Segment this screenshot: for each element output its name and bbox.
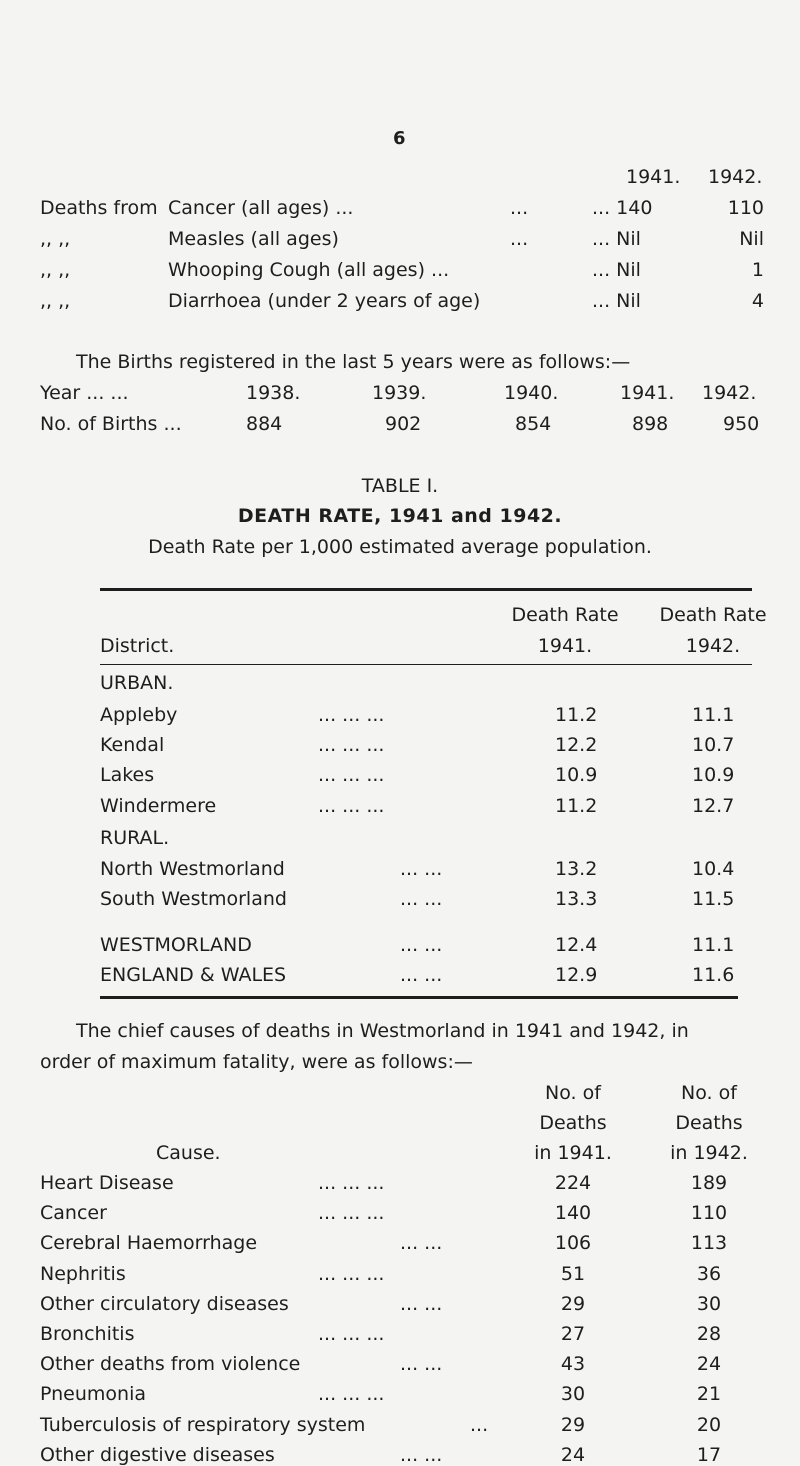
section-heading-urban: URBAN. — [100, 672, 174, 694]
year-1941: 1941. — [620, 382, 675, 404]
row-value-1942: 110 — [727, 197, 764, 219]
column-header-1942-line1: Death Rate — [659, 604, 767, 626]
district-name: WESTMORLAND — [100, 934, 252, 956]
deaths-1942: 30 — [696, 1293, 722, 1315]
deaths-1942: 17 — [696, 1444, 722, 1466]
district-name: Kendal — [100, 734, 165, 756]
row-label: Cancer (all ages) ... — [168, 197, 354, 219]
leader-dots: ... ... ... — [318, 795, 385, 817]
row-label: Measles (all ages) — [168, 228, 339, 250]
column-header-1941-line2: Deaths — [539, 1112, 607, 1134]
rate-1942: 11.6 — [692, 964, 735, 986]
district-name: North Westmorland — [100, 858, 285, 880]
table-caption: Death Rate per 1,000 estimated average population. — [148, 536, 652, 558]
births-1942: 950 — [723, 413, 760, 435]
leader-dots: ... ... — [400, 888, 443, 910]
deaths-1941: 140 — [554, 1202, 592, 1224]
rate-1941: 11.2 — [555, 704, 598, 726]
deaths-1941: 30 — [560, 1383, 586, 1405]
column-header-1941-line2: 1941. — [537, 635, 593, 657]
leader-dots: ... ... — [400, 1232, 443, 1254]
row-dots: ... — [510, 228, 529, 250]
row-value-1941: ... Nil — [592, 259, 641, 281]
row-value-1942: Nil — [739, 228, 764, 250]
leader-dots: ... ... ... — [318, 1323, 385, 1345]
column-header-1942-line2: Deaths — [675, 1112, 743, 1134]
district-name: South Westmorland — [100, 888, 287, 910]
deaths-1941: 24 — [560, 1444, 586, 1466]
deaths-1941: 29 — [560, 1293, 586, 1315]
column-header-district: District. — [100, 635, 175, 657]
cause-name: Tuberculosis of respiratory system — [40, 1414, 366, 1436]
year-1939: 1939. — [372, 382, 427, 404]
leader-dots: ... ... ... — [318, 1263, 385, 1285]
year-1940: 1940. — [504, 382, 559, 404]
row-value-1942: 1 — [751, 259, 764, 281]
births-count-label: No. of Births ... — [40, 413, 182, 435]
page-number: 6 — [393, 128, 406, 149]
rate-1942: 10.7 — [692, 734, 735, 756]
row-prefix: ,, ,, — [40, 290, 71, 312]
rate-1941: 12.2 — [555, 734, 598, 756]
rate-1941: 12.4 — [555, 934, 598, 956]
leader-dots: ... ... ... — [318, 1172, 385, 1194]
row-value-1941: ... Nil — [592, 228, 641, 250]
leader-dots: ... ... ... — [318, 764, 385, 786]
row-value-1941: ... Nil — [592, 290, 641, 312]
row-prefix: Deaths from — [40, 197, 158, 219]
year-1942: 1942. — [702, 382, 757, 404]
rate-1942: 12.7 — [692, 795, 735, 817]
leader-dots: ... ... — [400, 964, 443, 986]
deaths-1942: 28 — [696, 1323, 722, 1345]
leader-dots: ... ... ... — [318, 1202, 385, 1224]
cause-name: Heart Disease — [40, 1172, 174, 1194]
table-top-rule — [100, 588, 752, 591]
deaths-1941: 27 — [560, 1323, 586, 1345]
leader-dots: ... ... ... — [318, 704, 385, 726]
column-header-1941-line1: No. of — [545, 1082, 601, 1104]
cause-name: Cancer — [40, 1202, 107, 1224]
leader-dots: ... ... ... — [318, 734, 385, 756]
rate-1942: 10.9 — [692, 764, 735, 786]
table-bottom-rule — [100, 996, 738, 999]
deaths-1941: 43 — [560, 1353, 586, 1375]
column-header-1942-line3: in 1942. — [670, 1142, 748, 1164]
leader-dots: ... ... — [400, 934, 443, 956]
cause-name: Cerebral Haemorrhage — [40, 1232, 258, 1254]
cause-name: Nephritis — [40, 1263, 126, 1285]
births-1939: 902 — [385, 413, 422, 435]
cause-name: Pneumonia — [40, 1383, 146, 1405]
births-intro: The Births registered in the last 5 years were as follows:— — [76, 351, 631, 373]
column-header-1942: 1942. — [708, 166, 763, 188]
rate-1942: 11.1 — [692, 704, 735, 726]
deaths-1942: 110 — [690, 1202, 728, 1224]
births-1940: 854 — [515, 413, 552, 435]
row-dots: ... — [510, 197, 529, 219]
rate-1941: 13.3 — [555, 888, 598, 910]
column-header-1942-line1: No. of — [681, 1082, 737, 1104]
district-name: Lakes — [100, 764, 155, 786]
deaths-1942: 36 — [696, 1263, 722, 1285]
cause-name: Other digestive diseases — [40, 1444, 275, 1466]
rate-1941: 11.2 — [555, 795, 598, 817]
leader-dots: ... — [470, 1414, 489, 1436]
column-header-1942-line2: 1942. — [685, 635, 741, 657]
row-value-1941: ... 140 — [592, 197, 653, 219]
deaths-1942: 24 — [696, 1353, 722, 1375]
leader-dots: ... ... — [400, 1444, 443, 1466]
table-heading: TABLE I. — [361, 475, 439, 497]
column-header-1941-line1: Death Rate — [511, 604, 619, 626]
leader-dots: ... ... — [400, 1293, 443, 1315]
row-label: Diarrhoea (under 2 years of age) — [168, 290, 481, 312]
deaths-1942: 21 — [696, 1383, 722, 1405]
cause-name: Other deaths from violence — [40, 1353, 301, 1375]
births-1938: 884 — [246, 413, 283, 435]
year-label: Year ... ... — [40, 382, 129, 404]
header-rule — [100, 664, 752, 665]
deaths-1941: 29 — [560, 1414, 586, 1436]
leader-dots: ... ... — [400, 1353, 443, 1375]
column-header-1941-line3: in 1941. — [534, 1142, 612, 1164]
rate-1942: 10.4 — [692, 858, 735, 880]
column-header-cause: Cause. — [156, 1142, 221, 1164]
rate-1941: 13.2 — [555, 858, 598, 880]
table-subheading: DEATH RATE, 1941 and 1942. — [237, 505, 563, 527]
district-name: Appleby — [100, 704, 178, 726]
deaths-1942: 20 — [696, 1414, 722, 1436]
causes-intro-line2: order of maximum fatality, were as follows:— — [40, 1051, 473, 1073]
rate-1941: 12.9 — [555, 964, 598, 986]
leader-dots: ... ... ... — [318, 1383, 385, 1405]
row-value-1942: 4 — [751, 290, 764, 312]
column-header-1941: 1941. — [626, 166, 681, 188]
row-prefix: ,, ,, — [40, 228, 71, 250]
deaths-1941: 51 — [560, 1263, 586, 1285]
deaths-1941: 106 — [554, 1232, 592, 1254]
row-label: Whooping Cough (all ages) ... — [168, 259, 450, 281]
leader-dots: ... ... — [400, 858, 443, 880]
row-prefix: ,, ,, — [40, 259, 71, 281]
cause-name: Other circulatory diseases — [40, 1293, 289, 1315]
deaths-1942: 189 — [690, 1172, 728, 1194]
district-name: ENGLAND & WALES — [100, 964, 287, 986]
births-1941: 898 — [632, 413, 669, 435]
cause-name: Bronchitis — [40, 1323, 135, 1345]
rate-1941: 10.9 — [555, 764, 598, 786]
section-heading-rural: RURAL. — [100, 827, 170, 849]
rate-1942: 11.5 — [692, 888, 735, 910]
year-1938: 1938. — [246, 382, 301, 404]
deaths-1941: 224 — [554, 1172, 592, 1194]
rate-1942: 11.1 — [692, 934, 735, 956]
district-name: Windermere — [100, 795, 217, 817]
deaths-1942: 113 — [690, 1232, 728, 1254]
causes-intro-line1: The chief causes of deaths in Westmorland in 1941 and 1942, in — [76, 1020, 689, 1042]
